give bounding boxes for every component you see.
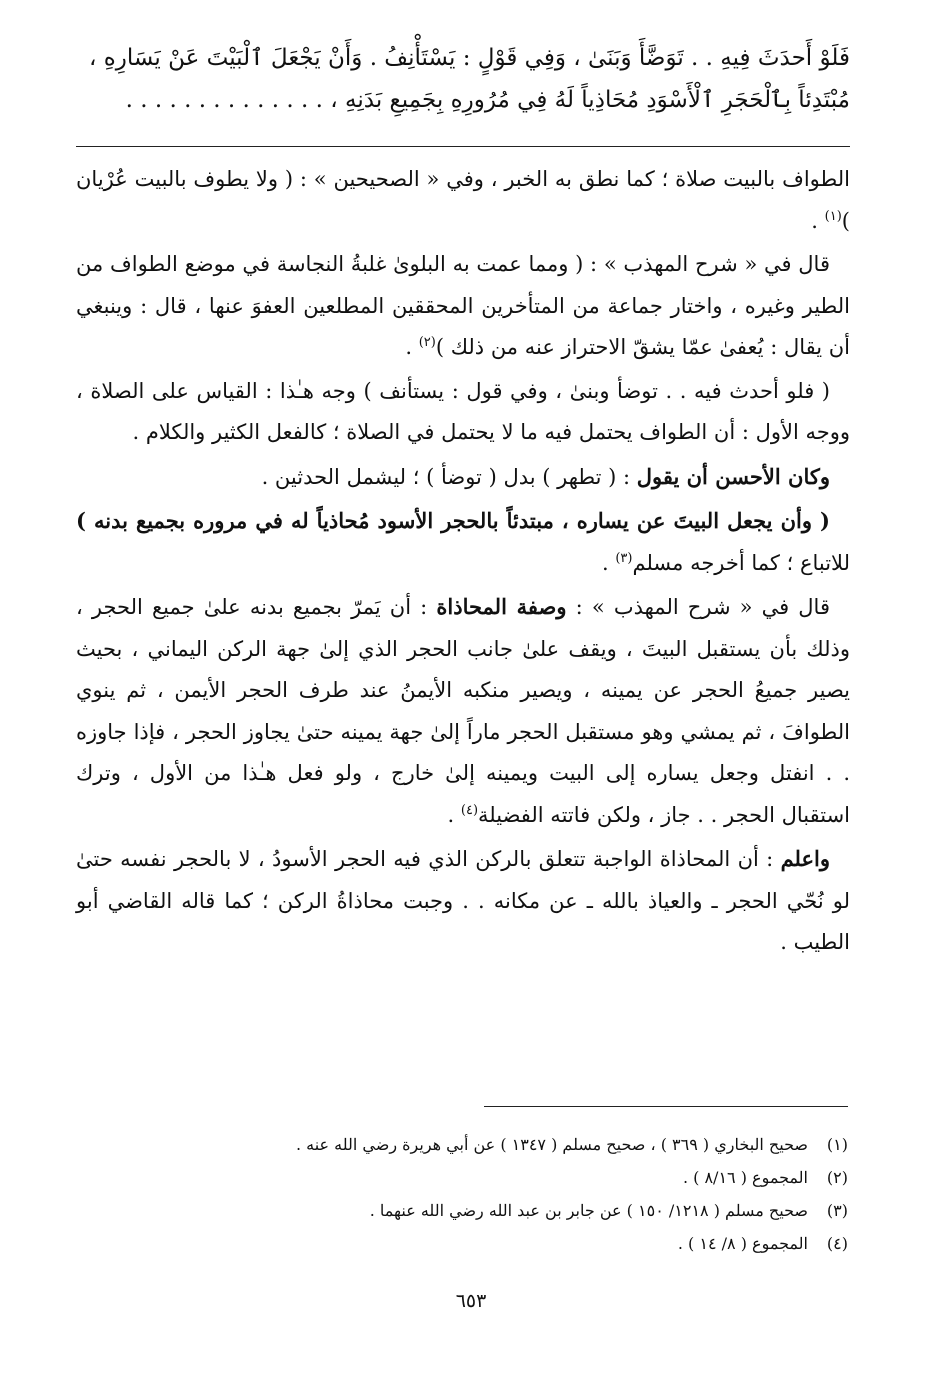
footnote-ref-1: (١) <box>824 208 842 224</box>
footnote-ref-3: (٣) <box>615 550 633 566</box>
commentary-paragraph-1: الطواف بالبيت صلاة ؛ كما نطق به الخبر ، وفي « الصحيحين » : ( ولا يطوف بالبيت عُرْيان )$^{(١)}$ . <box>76 167 850 233</box>
footnote-item <box>76 1161 848 1194</box>
footnote-text: المجموع ( ٨/١٦ ) . <box>682 1168 808 1187</box>
footnotes <box>76 1128 848 1260</box>
page-body <box>76 40 850 966</box>
footnote-ref-2: (٢) <box>418 335 436 350</box>
commentary <box>76 159 850 964</box>
matn-line-1: فَلَوْ أَحدَثَ فِيهِ . . تَوَضَّأَ وَبَنَىٰ ، وَفِي قَوْلٍ : يَسْتَأْنِفُ . وَأَنْ يَجْعَلَ ٱلْبَيْتَ عَنْ يَسَارِهِ ، <box>88 45 850 71</box>
commentary-paragraph-7: واعلم : أن المحاذاة الواجبة تتعلق بالركن الذي فيه الحجر الأسودُ ، لا بالحجر نفسه حتىٰ لو نُحّي الحجر ـ والعياذ بالله ـ عن مكانه . . وجبت محاذاةُ الركن ؛ كما قاله القاضي أبو الطيب . <box>76 846 850 954</box>
footnote-number: (٢) <box>826 1168 848 1187</box>
page-number: ٦٥٣ <box>455 1290 487 1312</box>
footnote-text: المجموع ( ٨/ ١٤ ) . <box>677 1234 808 1253</box>
commentary-paragraph-2: قال في « شرح المهذب » : ( ومما عمت به البلوىٰ غلبةُ النجاسة في موضع الطواف من الطير وغيره ، واختار جماعة من المتأخرين المحققين المطلعين العفوَ عنها ، قال : وينبغي أن يقال : يُعفىٰ عمّا يشقّ الاحتراز عنه من ذلك )$^{(٢)}$ . <box>76 252 850 359</box>
commentary-paragraph-6: قال في « شرح المهذب » : وصفة المحاذاة : أن يَمرّ بجميع بدنه علىٰ جميع الحجر ، وذلك بأن يستقبل البيتَ ، ويقف علىٰ جانب الحجر الذي إلىٰ جهة الركن اليماني ، بحيث يصير جميعُ الحجر عن يمينه ، ويصير منكبه الأيمنُ عند طرف الحجر الأيمن ، ثم ينوي الطوافَ ، ثم يمشي وهو مستقبل الحجر ماراً إلىٰ جهة يمينه حتىٰ يجاوز الحجر ، فإذا جاوزه . . انفتل وجعل يساره إلى البيت ويمينه إلىٰ خارج ، ولو فعل هـٰذا من الأول ، وترك استقبال الحجر . . جاز ، ولكن فاتته الفضيلة$^{(٤)}$ . <box>76 594 850 827</box>
footnote-item <box>76 1128 848 1161</box>
footnote-text: صحيح مسلم ( ١٢١٨/ ١٥٠ ) عن جابر بن عبد الله رضي الله عنهما . <box>369 1201 808 1220</box>
footnote-ref-4: (٤) <box>460 802 479 818</box>
matn-line-2: مُبْتَدِئاً بِٱلْحَجَرِ ٱلْأَسْوَدِ مُحَاذِياً لَهُ فِي مُرُورِهِ بِجَمِيعِ بَدَنِهِ ، . . . . . . . . . . . . . . <box>125 87 850 113</box>
matn-text <box>76 40 850 118</box>
commentary-paragraph-4: وكان الأحسن أن يقول : ( تطهر ) بدل ( توضأ ) ؛ ليشمل الحدثين . <box>261 463 830 489</box>
footnote-number: (٤) <box>826 1234 848 1253</box>
footnote-text: صحيح البخاري ( ٣٦٩ ) ، صحيح مسلم ( ١٣٤٧ ) عن أبي هريرة رضي الله عنه . <box>295 1135 808 1154</box>
footnote-item <box>76 1194 848 1227</box>
footnote-divider <box>484 1106 848 1107</box>
footnote-number: (١) <box>826 1135 848 1154</box>
footnote-item <box>76 1227 848 1260</box>
commentary-paragraph-5: ( وأن يجعل البيتَ عن يساره ، مبتدئاً بالحجر الأسود مُحاذياً له في مروره بجميع بدنه ) للاتباع ؛ كما أخرجه مسلم$^{(٣)}$ . <box>76 508 850 575</box>
matn-divider <box>76 146 850 147</box>
commentary-paragraph-3: ( فلو أحدث فيه . . توضأ وبنىٰ ، وفي قول : يستأنف ) وجه هـٰذا : القياس على الصلاة ، ووجه الأول : أن الطواف يحتمل فيه ما لا يحتمل في الصلاة ؛ كالفعل الكثير والكلام . <box>76 378 850 444</box>
footnote-number: (٣) <box>826 1201 848 1220</box>
